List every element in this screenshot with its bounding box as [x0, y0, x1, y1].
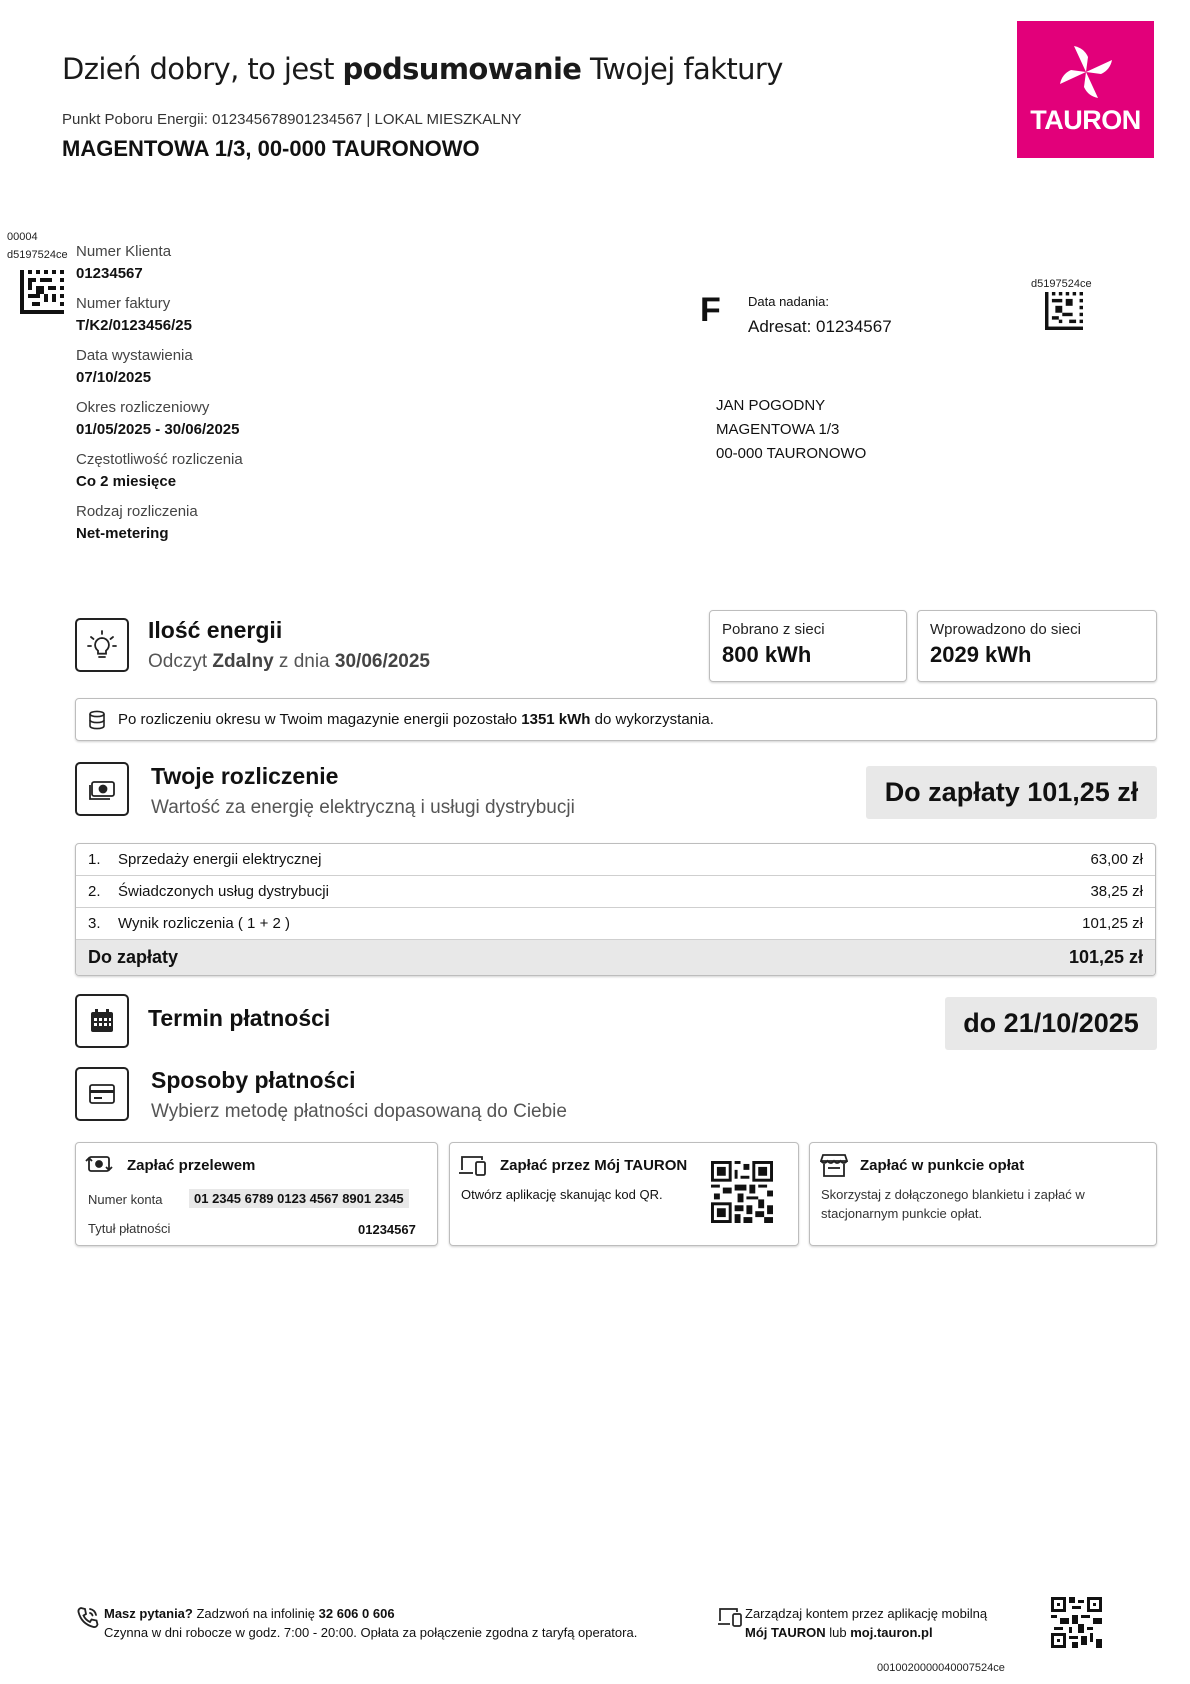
billing-type-label: Rodzaj rozliczenia	[76, 503, 198, 520]
energy-storage-notice	[75, 698, 1157, 741]
recipient-street: MAGENTOWA 1/3	[716, 421, 840, 438]
pay-app-title: Zapłać przez Mój TAURON	[500, 1157, 688, 1174]
pay-point-box	[809, 1142, 1157, 1246]
helpline-phone[interactable]: 32 606 0 606	[318, 1606, 395, 1621]
pay-transfer-title: Zapłać przelewem	[127, 1157, 256, 1174]
ppe-line: Punkt Poboru Energii: 012345678901234567 | LOKAL MIESZKALNY	[62, 111, 522, 128]
row-number: 1.	[88, 851, 101, 868]
app-url-link[interactable]: moj.tauron.pl	[850, 1625, 933, 1640]
doc-id-code: d5197524ce	[7, 249, 68, 261]
mail-mark: F	[700, 291, 721, 329]
row-amount: 63,00 zł	[1090, 851, 1143, 868]
payment-section-icon-frame	[75, 1067, 129, 1121]
adresat-line: Adresat: 01234567	[748, 317, 892, 336]
amount-due-badge: Do zapłaty 101,25 zł	[866, 766, 1157, 819]
energy-fed-value: 2029 kWh	[930, 642, 1032, 667]
helpline-hours: Czynna w dni robocze w godz. 7:00 - 20:00. Opłata za połączenie zgodna z taryfą operatora.	[104, 1625, 638, 1640]
settlement-title: Twoje rozliczenie	[151, 763, 339, 789]
pay-app-box	[449, 1142, 799, 1246]
energy-drawn-box	[709, 610, 907, 682]
settlement-subtitle: Wartość za energię elektryczną i usługi dystrybucji	[151, 797, 575, 818]
lightbulb-icon	[86, 629, 118, 661]
billing-type-value: Net-metering	[76, 525, 169, 542]
devices-icon	[717, 1606, 743, 1628]
total-label: Do zapłaty	[88, 947, 179, 967]
right-doc-id-code: d5197524ce	[1031, 278, 1092, 290]
footer-qr-code-icon	[1051, 1597, 1102, 1648]
account-number-value[interactable]: 01 2345 6789 0123 4567 8901 2345	[189, 1189, 409, 1208]
logo-text: TAURON	[1030, 105, 1141, 135]
money-icon	[86, 773, 118, 805]
pay-app-text: Otwórz aplikację skanując kod QR.	[461, 1187, 663, 1202]
row-amount: 101,25 zł	[1082, 915, 1143, 932]
payment-title-label: Tytuł płatności	[88, 1221, 171, 1236]
energy-fed-label: Wprowadzono do sieci	[930, 621, 1081, 638]
settlement-table	[75, 843, 1156, 976]
energy-drawn-value: 800 kWh	[722, 642, 812, 667]
billing-period-label: Okres rozliczeniowy	[76, 399, 210, 416]
tauron-logo	[1017, 21, 1154, 158]
database-icon	[88, 710, 106, 730]
account-number-label: Numer konta	[88, 1192, 163, 1207]
row-label: Świadczonych usług dystrybucji	[118, 883, 329, 900]
invoice-number-label: Numer faktury	[76, 295, 171, 312]
total-amount: 101,25 zł	[1068, 947, 1143, 967]
row-label: Sprzedaży energii elektrycznej	[118, 851, 322, 868]
devices-icon	[458, 1153, 488, 1177]
left-datamatrix-icon	[20, 270, 64, 314]
table-row	[76, 876, 1155, 908]
energy-reading-info: Odczyt Zdalny z dnia 30/06/2025	[148, 651, 430, 672]
store-icon	[820, 1152, 848, 1178]
energy-drawn-label: Pobrano z sieci	[722, 621, 825, 638]
footer-doc-code: 0010020000040007524ce	[877, 1662, 1005, 1674]
billing-frequency-value: Co 2 miesięce	[76, 473, 177, 490]
pay-point-title: Zapłać w punkcie opłat	[860, 1157, 1025, 1174]
issue-date-label: Data wystawienia	[76, 347, 193, 364]
row-amount: 38,25 zł	[1090, 883, 1143, 900]
energy-title: Ilość energii	[148, 617, 283, 643]
pay-point-text: Skorzystaj z dołączonego blankietu i zapłać w stacjonarnym punkcie opłat.	[821, 1187, 1085, 1221]
client-number-label: Numer Klienta	[76, 243, 172, 260]
deadline-date-badge: do 21/10/2025	[945, 997, 1157, 1050]
deadline-title: Termin płatności	[148, 1005, 331, 1031]
row-number: 2.	[88, 883, 101, 900]
credit-card-icon	[87, 1079, 117, 1109]
batch-code: 00004	[7, 231, 38, 243]
client-number-value: 01234567	[76, 265, 143, 282]
bank-transfer-icon	[84, 1153, 114, 1175]
pay-transfer-box	[75, 1142, 438, 1246]
app-qr-code-icon[interactable]	[711, 1161, 773, 1223]
recipient-name: JAN POGODNY	[716, 397, 826, 414]
energy-section-icon-frame	[75, 618, 129, 672]
payment-title-value[interactable]: 01234567	[358, 1222, 416, 1237]
settlement-section-icon-frame	[75, 762, 129, 816]
tauron-logo-mark-icon	[1057, 43, 1115, 101]
page-title: Dzień dobry, to jest podsumowanie Twojej faktury	[62, 52, 783, 86]
phone-icon	[77, 1606, 99, 1628]
notice-storage-value: 1351 kWh	[521, 711, 591, 728]
payment-methods-subtitle: Wybierz metodę płatności dopasowaną do Ciebie	[151, 1101, 567, 1122]
table-row	[76, 844, 1155, 876]
right-datamatrix-icon	[1045, 292, 1083, 330]
payment-methods-title: Sposoby płatności	[151, 1067, 356, 1093]
app-info-line2: Mój TAURON lub moj.tauron.pl	[745, 1625, 933, 1640]
helpline-info: Masz pytania? Zadzwoń na infolinię 32 606 0 606	[104, 1606, 395, 1621]
invoice-number-value: T/K2/0123456/25	[76, 317, 192, 334]
recipient-city: 00-000 TAURONOWO	[716, 445, 867, 462]
billing-period-value: 01/05/2025 - 30/06/2025	[76, 421, 240, 438]
calendar-icon	[89, 1008, 115, 1034]
energy-fed-box	[917, 610, 1157, 682]
table-total-row	[76, 940, 1155, 975]
notice-text-post: do wykorzystania.	[594, 711, 714, 728]
row-number: 3.	[88, 915, 101, 932]
table-row	[76, 908, 1155, 940]
send-date-label: Data nadania:	[748, 294, 829, 309]
app-info-line1: Zarządzaj kontem przez aplikację mobilną	[745, 1606, 988, 1621]
service-address: MAGENTOWA 1/3, 00-000 TAURONOWO	[62, 136, 480, 161]
billing-frequency-label: Częstotliwość rozliczenia	[76, 451, 243, 468]
deadline-section-icon-frame	[75, 994, 129, 1048]
row-label: Wynik rozliczenia ( 1 + 2 )	[118, 915, 291, 932]
issue-date-value: 07/10/2025	[76, 369, 152, 386]
notice-text-pre: Po rozliczeniu okresu w Twoim magazynie energii pozostało	[118, 711, 518, 728]
